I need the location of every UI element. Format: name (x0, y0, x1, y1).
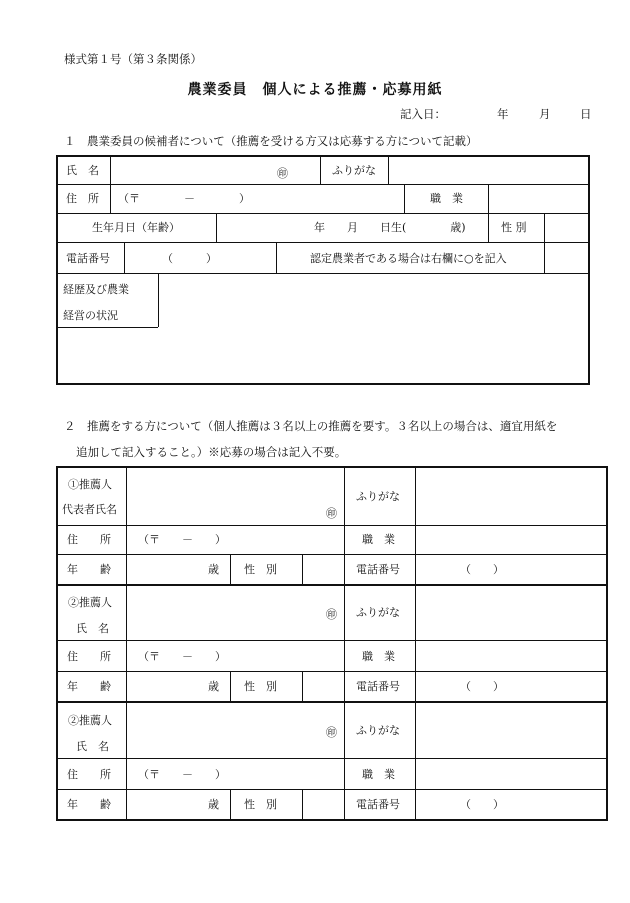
candidate-furigana-label: ふりがな (332, 164, 376, 177)
date-year-label: 年 (497, 107, 509, 121)
career-field[interactable] (158, 273, 588, 383)
recommender2-phone-label: 電話番号 (356, 680, 400, 693)
recommender3-gender-label: 性 別 (244, 798, 277, 811)
recommender2-age-field[interactable] (126, 671, 206, 701)
recommender2-gender-label: 性 別 (244, 680, 277, 693)
recommender1-gender-label: 性 別 (244, 563, 277, 576)
candidate-phone-field[interactable]: （ ） (162, 252, 217, 265)
recommender1-occupation-label: 職 業 (362, 533, 395, 546)
certified-farmer-note: 認定農業者である場合は右欄に○を記入 (310, 252, 507, 265)
candidate-name-field[interactable] (110, 157, 320, 184)
recommender1-phone-label: 電話番号 (356, 563, 400, 576)
recommender1-age-unit: 歳 (208, 563, 219, 576)
recommender2-age-unit: 歳 (208, 680, 219, 693)
form-number: 様式第１号（第３条関係） (64, 52, 202, 66)
section2-heading-line2: 追加して記入すること。）※応募の場合は記入不要。 (76, 445, 347, 459)
recommender1-label-line1: ①推薦人 (68, 478, 112, 491)
recommender3-seal-mark: ㊞ (326, 726, 337, 739)
date-month-label: 月 (539, 107, 551, 121)
recommender2-seal-mark: ㊞ (326, 608, 337, 621)
recommender2-occupation-field[interactable] (415, 640, 606, 671)
recommender2-furigana-label: ふりがな (356, 606, 400, 619)
recommender2-postal[interactable]: （〒 － ） (138, 650, 226, 663)
career-label-line2: 経営の状況 (63, 309, 118, 322)
recommender3-occupation-label: 職 業 (362, 768, 395, 781)
candidate-seal-mark: ㊞ (277, 167, 288, 180)
recommender-table (56, 466, 608, 821)
recommender3-phone-field[interactable]: （ ） (460, 798, 504, 811)
recommender1-furigana-field[interactable] (415, 468, 606, 525)
candidate-address-label: 住 所 (66, 192, 99, 205)
recommender1-address-label: 住 所 (67, 533, 111, 546)
candidate-birth-label: 生年月日（年齢） (92, 221, 180, 234)
date-label: 記入日： (400, 107, 446, 121)
recommender3-name-field[interactable] (126, 701, 344, 758)
recommender1-age-field[interactable] (126, 554, 206, 584)
candidate-phone-label: 電話番号 (66, 252, 110, 265)
candidate-postal[interactable]: （〒 － ） (118, 192, 250, 205)
recommender2-age-label: 年 齢 (67, 680, 111, 693)
candidate-furigana-field[interactable] (388, 157, 588, 184)
recommender2-label-line1: ②推薦人 (68, 596, 112, 609)
recommender3-furigana-field[interactable] (415, 701, 606, 758)
candidate-gender-label: 性 別 (501, 221, 527, 234)
page-title: 農業委員 個人による推薦・応募用紙 (187, 82, 443, 98)
recommender3-label-line2: 氏 名 (76, 740, 109, 753)
date-day-label: 日 (580, 107, 592, 121)
recommender3-postal[interactable]: （〒 － ） (138, 768, 226, 781)
career-label-line1: 経歴及び農業 (63, 283, 129, 296)
recommender3-occupation-field[interactable] (415, 758, 606, 789)
recommender1-phone-field[interactable]: （ ） (460, 563, 504, 576)
recommender3-address-label: 住 所 (67, 768, 111, 781)
recommender3-furigana-label: ふりがな (356, 724, 400, 737)
candidate-gender-field[interactable] (544, 213, 588, 242)
recommender3-age-label: 年 齢 (67, 798, 111, 811)
recommender3-gender-field[interactable] (302, 789, 344, 819)
recommender3-label-line1: ②推薦人 (68, 714, 112, 727)
recommender2-furigana-field[interactable] (415, 584, 606, 640)
recommender2-name-field[interactable] (126, 584, 344, 640)
recommender1-label-line2: 代表者氏名 (62, 503, 117, 516)
candidate-occupation-field[interactable] (488, 184, 588, 213)
recommender3-age-unit: 歳 (208, 798, 219, 811)
recommender2-occupation-label: 職 業 (362, 650, 395, 663)
candidate-table (56, 155, 590, 385)
recommender1-postal[interactable]: （〒 － ） (138, 533, 226, 546)
recommender2-address-label: 住 所 (67, 650, 111, 663)
recommender2-phone-field[interactable]: （ ） (460, 680, 504, 693)
recommender2-label-line2: 氏 名 (76, 622, 109, 635)
recommender1-seal-mark: ㊞ (326, 507, 337, 520)
candidate-name-label: 氏 名 (66, 164, 99, 177)
section2-heading-line1: ２ 推薦をする方について（個人推薦は３名以上の推薦を要す。３名以上の場合は、適宜用紙を (64, 419, 558, 433)
certified-farmer-mark-field[interactable] (544, 242, 588, 273)
recommender1-age-label: 年 齢 (67, 563, 111, 576)
recommender1-gender-field[interactable] (302, 554, 344, 584)
recommender1-furigana-label: ふりがな (356, 490, 400, 503)
candidate-occupation-label: 職 業 (430, 192, 463, 205)
recommender3-phone-label: 電話番号 (356, 798, 400, 811)
recommender1-occupation-field[interactable] (415, 525, 606, 554)
recommender3-age-field[interactable] (126, 789, 206, 819)
section1-heading: １ 農業委員の候補者について（推薦を受ける方又は応募する方について記載） (64, 134, 478, 148)
recommender2-gender-field[interactable] (302, 671, 344, 701)
recommender1-name-field[interactable] (126, 468, 344, 525)
candidate-birth-value[interactable]: 年 月 日生( 歳) (314, 221, 466, 234)
